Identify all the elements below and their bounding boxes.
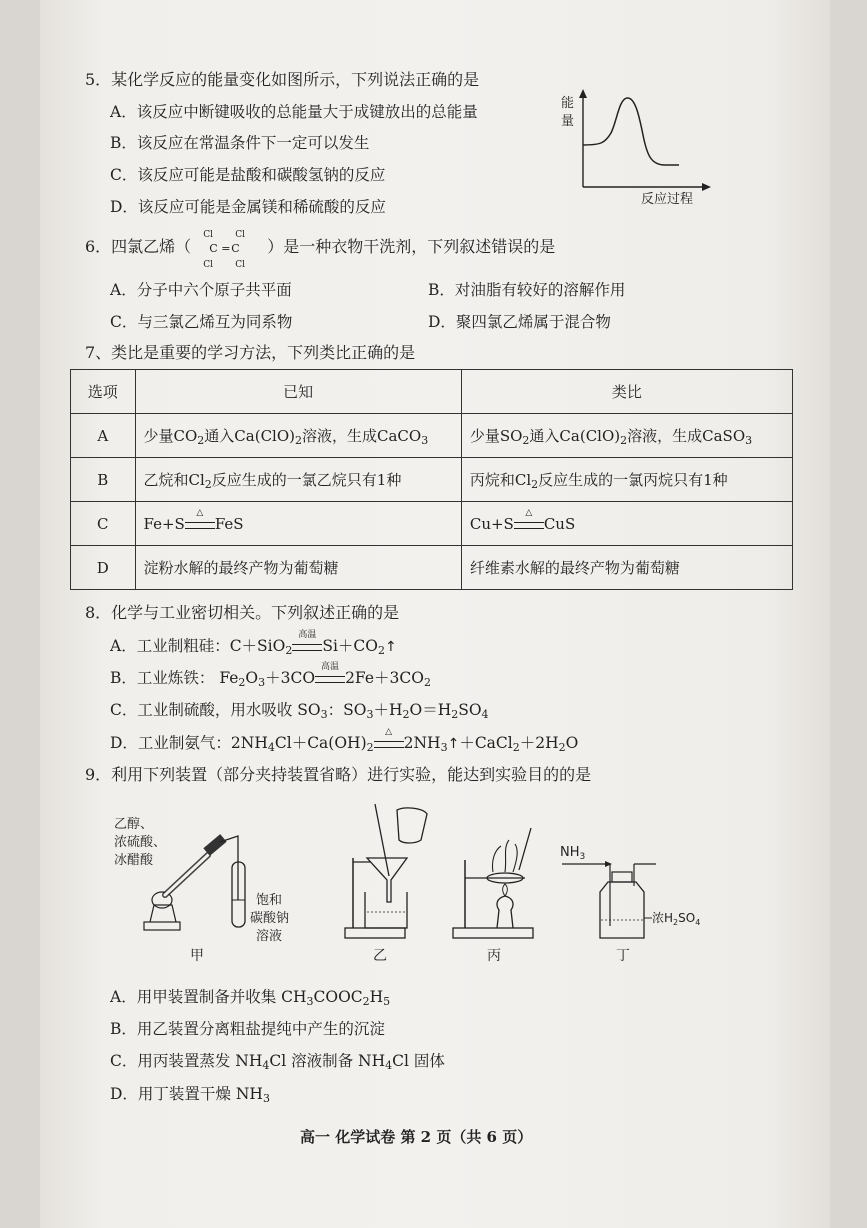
row-key: C — [71, 502, 136, 546]
q6-option-b: B．对油脂有较好的溶解作用 — [428, 281, 626, 299]
delivery-tube — [220, 836, 238, 900]
q5-option-b: B．该反应在常温条件下一定可以发生 — [110, 134, 370, 152]
apparatus-ding — [560, 840, 701, 965]
q5-option-a: A．该反应中断键吸收的总能量大于成键放出的总能量 — [110, 103, 478, 121]
q5-option-d: D．该反应可能是金属镁和稀硫酸的反应 — [110, 198, 386, 216]
q8-option-d: D．工业制氨气：$2NH_4Cl+Ca(OH)_2$ △ $2NH_3↑+CaCl_2+2H_2O$ — [110, 727, 579, 754]
pouring-beaker — [397, 808, 427, 843]
apparatus-label-ding: 丁 — [616, 948, 630, 964]
apparatus-label-jia: 甲 — [190, 948, 204, 964]
acid-label: 浓$H_2SO_4$ — [652, 911, 701, 927]
row-analog: 纤维素水解的最终产物为葡萄糖 — [461, 546, 792, 590]
apparatus-label-bing: 丙 — [487, 948, 501, 964]
table-header-row — [71, 370, 793, 414]
glass-rod — [375, 804, 389, 876]
q9-option-a: A．用甲装置制备并收集 $CH_3COOC_2H_5$ — [110, 988, 391, 1008]
y-axis-arrow — [579, 89, 587, 98]
q5-energy-diagram — [555, 85, 715, 210]
row-known: 淀粉水解的最终产物为葡萄糖 — [135, 546, 461, 590]
table-row — [71, 502, 793, 546]
cl-bottom-right: Cl — [235, 259, 245, 270]
q6-stem-pre: 6．四氯乙烯（ — [85, 237, 192, 256]
row-known: 少量$CO_2$通入$Ca(ClO)_2$溶液，生成CaCO$_3$ — [135, 414, 461, 458]
q9-stem: 9．利用下列装置（部分夹持装置省略）进行实验，能达到实验目的的是 — [85, 765, 592, 784]
header-option: 选项 — [71, 370, 136, 414]
glass-rod — [519, 828, 531, 870]
ylabel-2: 量 — [561, 114, 575, 129]
solution-label-2: 碳酸钠 — [250, 911, 290, 926]
row-known: Fe+S △ FeS — [135, 502, 461, 546]
apparatus-bing — [445, 800, 555, 965]
energy-curve — [583, 98, 679, 165]
q6-stem-post: ）是一种衣物干洗剂，下列叙述错误的是 — [267, 237, 556, 256]
row-key: D — [71, 546, 136, 590]
q6-structure — [191, 229, 267, 270]
table-row — [71, 546, 793, 590]
row-analog: Cu+S △ CuS — [461, 502, 792, 546]
q6-option-a: A．分子中六个原子共平面 — [110, 281, 292, 299]
q8-option-b: B．工业炼铁： $Fe_2O_3+3CO$ 高温 $2Fe+3CO_2$ — [110, 662, 431, 689]
row-analog: 少量$SO_2$通入$Ca(ClO)_2$溶液，生成CaSO$_3$ — [461, 414, 792, 458]
q9-option-d: D．用丁装置干燥 $NH_3$ — [110, 1085, 270, 1105]
row-analog: 丙烷和$Cl_2$反应生成的一氯丙烷只有1种 — [461, 458, 792, 502]
table-row — [71, 414, 793, 458]
cl-top-right: Cl — [235, 229, 245, 240]
solution-label-3: 溶液 — [256, 929, 283, 944]
q8-option-a: A．工业制粗硅：C＋SiO$_2$ 高温 $Si+CO_2↑$ — [110, 630, 397, 657]
q5-option-c: C．该反应可能是盐酸和碳酸氢钠的反应 — [110, 166, 386, 184]
crystals — [492, 840, 517, 872]
apparatus-label-yi: 乙 — [373, 948, 387, 964]
gas-arrow-icon: ↑ — [385, 639, 397, 655]
q7-table — [70, 369, 793, 590]
double-bond: = — [221, 241, 231, 255]
row-known: 乙烷和$Cl_2$反应生成的一氯乙烷只有1种 — [135, 458, 461, 502]
page-footer: 高一 化学试卷 第 2 页（共 6 页） — [300, 1128, 533, 1146]
cl-top-left: Cl — [203, 229, 213, 240]
alcohol-lamp — [497, 896, 513, 928]
q6-option-d: D．聚四氯乙烯属于混合物 — [428, 313, 611, 331]
header-analog: 类比 — [461, 370, 792, 414]
gas-arrow-icon: ↑ — [447, 736, 460, 752]
header-known: 已知 — [135, 370, 461, 414]
q6-stem — [85, 229, 556, 270]
receiving-beaker — [365, 892, 407, 928]
solution-label-1: 饱和 — [256, 893, 283, 908]
table-row — [71, 458, 793, 502]
ylabel-1: 能 — [561, 96, 575, 111]
q6-option-c: C．与三氯乙烯互为同系物 — [110, 313, 293, 331]
reagent-label-1: 乙醇、 — [114, 817, 154, 832]
reagent-label-3: 冰醋酸 — [114, 853, 154, 868]
c-left: C — [209, 241, 218, 255]
stopper — [612, 872, 632, 882]
stand-base — [345, 928, 405, 938]
apparatus-jia — [110, 800, 290, 965]
burner-base — [144, 922, 180, 930]
row-key: A — [71, 414, 136, 458]
apparatus-yi — [335, 800, 445, 965]
stand-base — [453, 928, 533, 938]
q8-option-c: C．工业制硫酸，用水吸收 $SO_3$：$SO_3+H_2O=H_2SO_4$ — [110, 701, 489, 721]
x-axis-arrow — [702, 183, 711, 191]
c-right: C — [231, 241, 240, 255]
q7-stem: 7、类比是重要的学习方法，下列类比正确的是 — [85, 343, 416, 362]
xlabel: 反应过程 — [641, 192, 694, 207]
cl-bottom-left: Cl — [203, 259, 213, 270]
wash-bottle — [600, 882, 644, 938]
q8-stem: 8．化学与工业密切相关。下列叙述正确的是 — [85, 603, 400, 622]
q9-option-b: B．用乙装置分离粗盐提纯中产生的沉淀 — [110, 1020, 385, 1038]
flame — [503, 884, 508, 896]
row-key: B — [71, 458, 136, 502]
q5-stem: 5．某化学反应的能量变化如图所示，下列说法正确的是 — [85, 70, 480, 89]
reagent-label-2: 浓硫酸、 — [114, 835, 167, 850]
gas-label: $NH_3$ — [560, 845, 586, 862]
q9-option-c: C．用丙装置蒸发 $NH_4Cl$ 溶液制备 $NH_4Cl$ 固体 — [110, 1052, 445, 1072]
